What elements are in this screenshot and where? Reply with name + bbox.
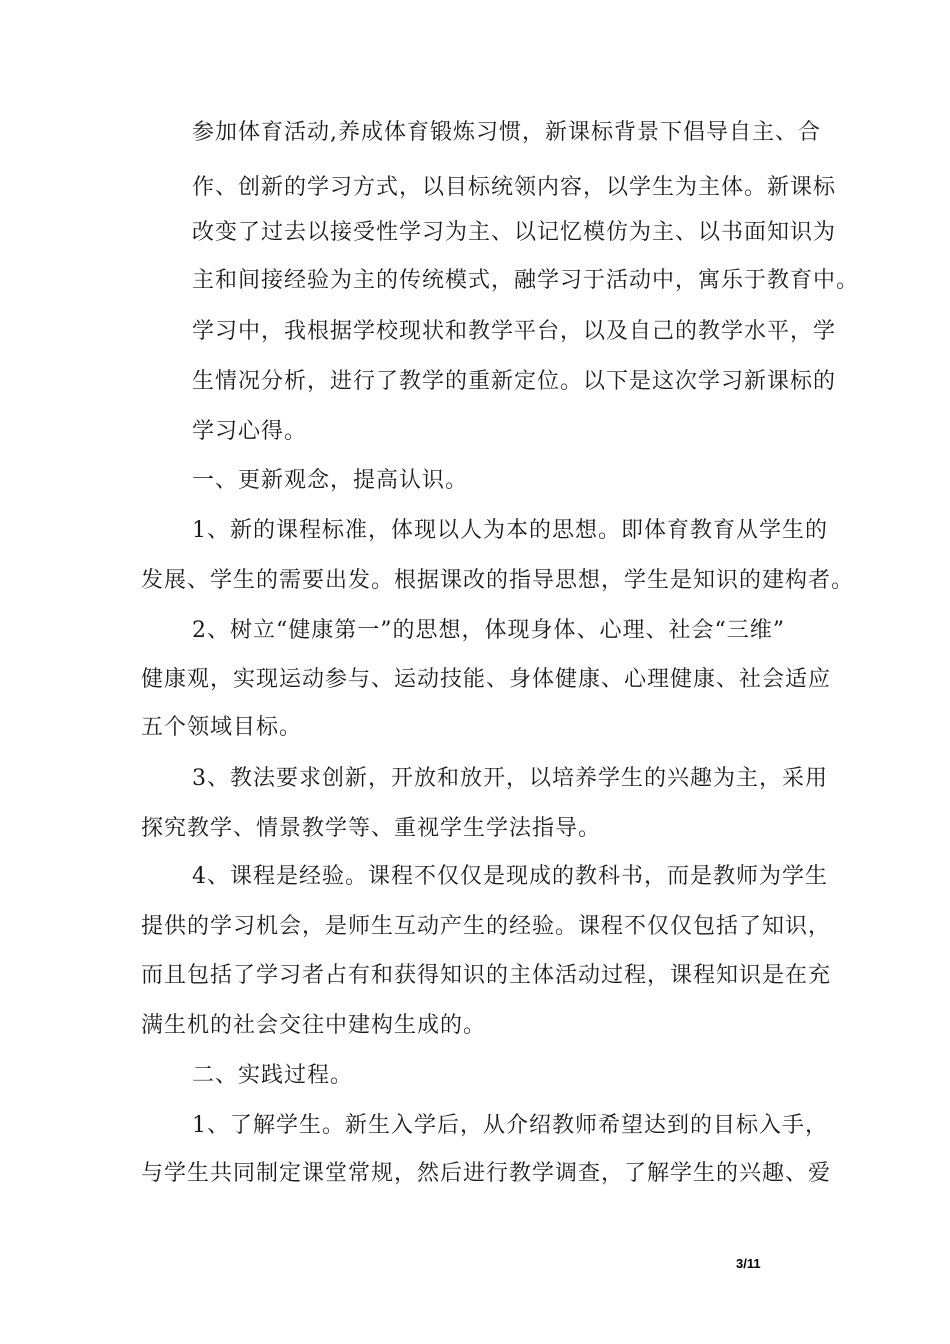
text-line: 参加体育活动,养成体育锻炼习惯，新课标背景下倡导自主、合: [192, 120, 821, 145]
text-line: 满生机的社会交往中建构生成的。: [141, 1013, 487, 1038]
text-line: 五个领域目标。: [141, 715, 303, 740]
text-line: 1、了解学生。新生入学后，从介绍教师希望达到的目标入手，: [192, 1113, 828, 1138]
text-line: 主和间接经验为主的传统模式，融学习于活动中，寓乐于教育中。: [192, 268, 860, 293]
section-heading: 一、更新观念，提高认识。: [192, 468, 469, 493]
text-line: 2、树立“健康第一”的思想，体现身体、心理、社会“三维”: [192, 618, 785, 643]
text-line: 发展、学生的需要出发。根据课改的指导思想，学生是知识的建构者。: [141, 568, 855, 593]
text-line: 1、新的课程标准，体现以人为本的思想。即体育教育从学生的: [192, 518, 828, 543]
text-line: 学习中，我根据学校现状和教学平台，以及自己的教学水平，学: [192, 319, 837, 344]
text-line: 生情况分析，进行了教学的重新定位。以下是这次学习新课标的: [192, 369, 837, 394]
text-line: 提供的学习机会，是师生互动产生的经验。课程不仅仅包括了知识，: [141, 914, 832, 939]
text-line: 3、教法要求创新，开放和放开，以培养学生的兴趣为主，采用: [192, 766, 828, 791]
text-line: 而且包括了学习者占有和获得知识的主体活动过程，课程知识是在充: [141, 963, 832, 988]
text-line: 与学生共同制定课堂常规，然后进行教学调查，了解学生的兴趣、爱: [141, 1161, 832, 1186]
text-line: 改变了过去以接受性学习为主、以记忆模仿为主、以书面知识为: [192, 220, 837, 245]
text-line: 学习心得。: [192, 419, 308, 444]
section-heading: 二、实践过程。: [192, 1063, 354, 1088]
text-line: 探究教学、情景教学等、重视学生学法指导。: [141, 816, 602, 841]
text-line: 健康观，实现运动参与、运动技能、身体健康、心理健康、社会适应: [141, 667, 832, 692]
page-number: 3/11: [736, 1256, 761, 1271]
text-line: 4、课程是经验。课程不仅仅是现成的教科书，而是教师为学生: [192, 864, 828, 889]
text-line: 作、创新的学习方式，以目标统领内容，以学生为主体。新课标: [192, 175, 837, 200]
